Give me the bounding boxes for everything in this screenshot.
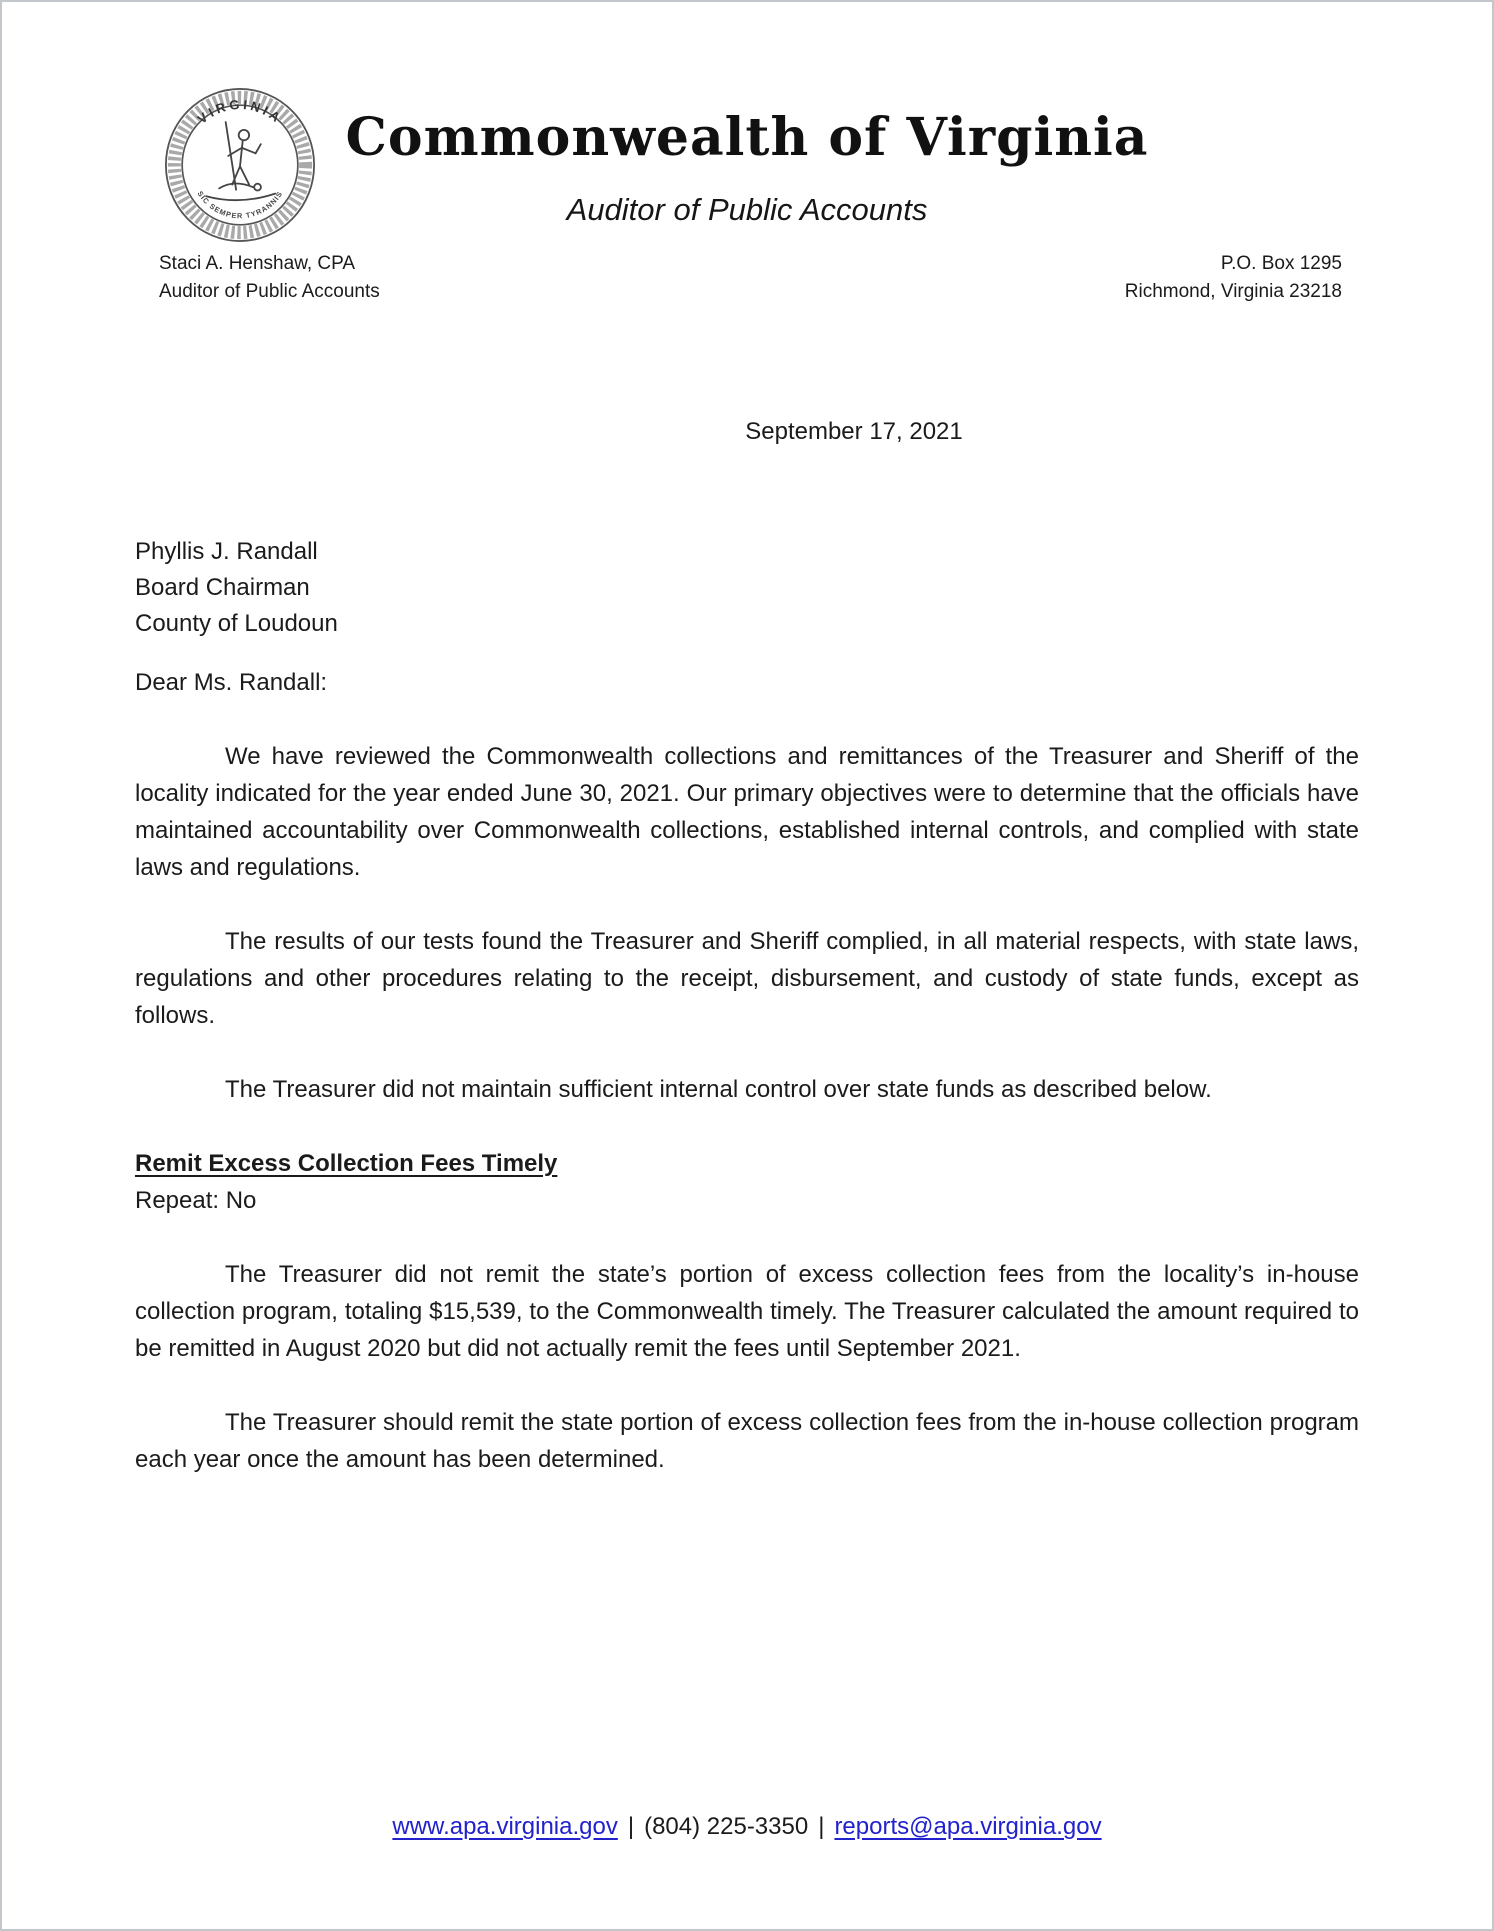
email-link[interactable]: reports@apa.virginia.gov [834,1813,1102,1840]
footer [2,1812,1492,1842]
address-line-2: Richmond, Virginia 23218 [1124,281,1342,302]
footer-separator: | [818,1813,825,1840]
letterhead [2,2,1492,306]
finding-heading-block [2,1145,1492,1219]
paragraph-test-results: The results of our tests found the Treasurer and Sheriff complied, in all material respects, with state laws, regulations and other procedures relating to the receipt, disbursement, and custody of state funds, except as follows. [135,928,1359,1029]
virginia-state-seal-icon [162,84,318,246]
official-name: Staci A. Henshaw, CPA [159,253,356,274]
paragraph-recommendation: The Treasurer should remit the state portion of excess collection fees from the in-house collection program each year once the amount has been determined. [135,1409,1359,1473]
seal-top-text: VIRGINIA [194,96,286,127]
paragraph-internal-control: The Treasurer did not maintain sufficient internal control over state funds as described below. [225,1076,1212,1103]
letterhead-info-row [2,250,1492,306]
paragraph-finding-detail: The Treasurer did not remit the state’s portion of excess collection fees from the locality’s in-house collection program, totaling $15,539, to the Commonwealth timely. The Treasurer calculated the amount required to be remitted in August 2020 but did not actually remit the fees until September 2021. [135,1261,1359,1362]
recipient-locality: County of Loudoun [135,610,338,637]
official-block [159,250,380,306]
paragraph-review-scope: We have reviewed the Commonwealth collections and remittances of the Treasurer and Sheriff of the locality indicated for the year ended June 30, 2021. Our primary objectives were to determine that the officials have maintained accountability over Commonwealth collections, established internal controls, and complied with state laws and regulations. [135,743,1359,881]
website-link[interactable]: www.apa.virginia.gov [392,1813,618,1840]
finding-repeat-status: Repeat: No [135,1187,257,1214]
recipient-title: Board Chairman [135,574,310,601]
org-title: Commonwealth of Virginia [345,107,1149,168]
letter-date: September 17, 2021 [745,418,963,445]
finding-heading: Remit Excess Collection Fees Timely [135,1150,558,1177]
org-subtitle: Auditor of Public Accounts [566,192,928,227]
recipient-block [2,534,1492,642]
salutation: Dear Ms. Randall: [135,669,328,696]
official-title: Auditor of Public Accounts [159,281,380,302]
address-line-1: P.O. Box 1295 [1220,253,1342,274]
phone-number: (804) 225-3350 [644,1813,809,1840]
seal-bottom-text: SIC SEMPER TYRANNIS [195,189,285,221]
recipient-name: Phyllis J. Randall [135,538,318,565]
footer-separator: | [627,1813,635,1840]
office-address-block [1125,250,1342,306]
